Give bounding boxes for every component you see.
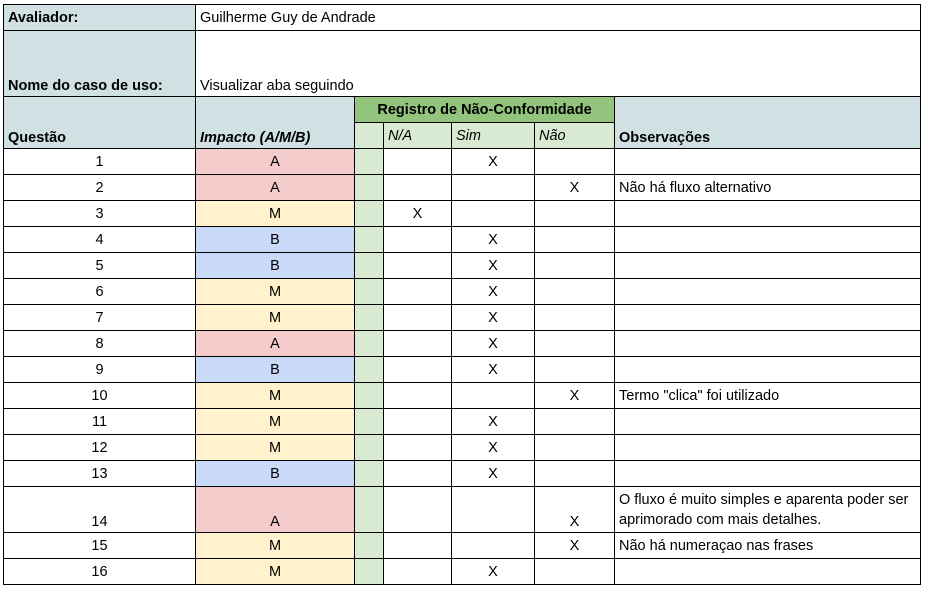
observacoes-cell[interactable]: Termo "clica" foi utilizado [615,383,921,409]
nao-cell[interactable]: X [535,487,615,533]
observacoes-header[interactable]: Observações [615,97,921,149]
na-cell[interactable] [384,533,452,559]
questao-cell[interactable]: 10 [4,383,196,409]
registro-spacer-cell[interactable] [355,149,384,175]
questao-cell[interactable]: 9 [4,357,196,383]
impacto-cell[interactable]: B [196,461,355,487]
impacto-cell[interactable]: M [196,533,355,559]
impacto-cell[interactable]: M [196,409,355,435]
observacoes-cell[interactable]: Não há numeraçao nas frases [615,533,921,559]
registro-spacer-cell[interactable] [355,305,384,331]
na-cell[interactable] [384,559,452,585]
nao-cell[interactable] [535,305,615,331]
registro-spacer-cell[interactable] [355,201,384,227]
sim-cell[interactable]: X [452,357,535,383]
impacto-cell[interactable]: A [196,175,355,201]
nao-cell[interactable] [535,279,615,305]
nao-header[interactable]: Não [535,123,615,149]
table-row [4,305,921,331]
nao-cell[interactable] [535,357,615,383]
questao-header[interactable]: Questão [4,97,196,149]
nao-cell[interactable] [535,201,615,227]
na-cell[interactable] [384,175,452,201]
table-row [4,559,921,585]
na-cell[interactable] [384,383,452,409]
na-cell[interactable] [384,409,452,435]
evaluation-sheet [3,4,921,585]
sim-cell[interactable] [452,533,535,559]
sim-cell[interactable]: X [452,409,535,435]
na-cell[interactable] [384,461,452,487]
questao-cell[interactable]: 8 [4,331,196,357]
na-cell[interactable] [384,305,452,331]
nao-cell[interactable] [535,461,615,487]
observacoes-cell[interactable]: Não há fluxo alternativo [615,175,921,201]
questao-cell[interactable]: 6 [4,279,196,305]
na-cell[interactable] [384,435,452,461]
impacto-cell[interactable]: M [196,559,355,585]
registro-spacer-cell[interactable] [355,253,384,279]
table-row [4,533,921,559]
registro-spacer-cell[interactable] [355,227,384,253]
na-cell[interactable] [384,487,452,533]
sim-cell[interactable]: X [452,227,535,253]
nao-cell[interactable] [535,149,615,175]
avaliador-row [4,5,921,31]
observacoes-cell[interactable] [615,279,921,305]
questao-cell[interactable]: 3 [4,201,196,227]
registro-spacer-cell[interactable] [355,279,384,305]
table-row [4,409,921,435]
impacto-cell[interactable]: A [196,149,355,175]
table-row [4,461,921,487]
questao-cell[interactable]: 14 [4,487,196,533]
table-row [4,487,921,533]
nao-cell[interactable] [535,435,615,461]
impacto-cell[interactable]: A [196,331,355,357]
sim-cell[interactable]: X [452,279,535,305]
na-cell[interactable] [384,357,452,383]
table-row [4,331,921,357]
impacto-cell[interactable]: B [196,253,355,279]
table-row [4,253,921,279]
registro-spacer-cell[interactable] [355,409,384,435]
na-cell[interactable] [384,149,452,175]
observacoes-cell[interactable] [615,305,921,331]
sim-cell[interactable] [452,383,535,409]
table-row [4,149,921,175]
na-cell[interactable]: X [384,201,452,227]
questao-cell[interactable]: 5 [4,253,196,279]
table-row [4,227,921,253]
registro-header[interactable]: Registro de Não-Conformidade [355,97,615,123]
registro-spacer-cell[interactable] [355,559,384,585]
observacoes-cell[interactable] [615,149,921,175]
impacto-cell[interactable]: M [196,383,355,409]
observacoes-cell[interactable] [615,227,921,253]
nao-cell[interactable] [535,559,615,585]
observacoes-cell[interactable] [615,435,921,461]
registro-spacer-cell[interactable] [355,357,384,383]
questao-cell[interactable]: 15 [4,533,196,559]
na-cell[interactable] [384,227,452,253]
observacoes-cell[interactable] [615,461,921,487]
na-cell[interactable] [384,279,452,305]
observacoes-cell[interactable]: O fluxo é muito simples e aparenta poder ser aprimorado com mais detalhes. [615,487,921,533]
table-row [4,201,921,227]
questao-cell[interactable]: 16 [4,559,196,585]
table-row [4,175,921,201]
registro-spacer-cell[interactable] [355,383,384,409]
sim-cell[interactable]: X [452,559,535,585]
impacto-cell[interactable]: M [196,201,355,227]
nao-cell[interactable]: X [535,175,615,201]
questao-cell[interactable]: 4 [4,227,196,253]
sim-cell[interactable]: X [452,435,535,461]
impacto-cell[interactable]: M [196,435,355,461]
nao-cell[interactable] [535,331,615,357]
registro-spacer-cell[interactable] [355,123,384,149]
table-row [4,383,921,409]
observacoes-cell[interactable] [615,253,921,279]
sim-header[interactable]: Sim [452,123,535,149]
sim-cell[interactable]: X [452,461,535,487]
na-header[interactable]: N/A [384,123,452,149]
nao-cell[interactable] [535,227,615,253]
avaliador-label[interactable]: Avaliador: [4,5,196,31]
questao-cell[interactable]: 13 [4,461,196,487]
header-row-top [4,97,921,123]
table-row [4,279,921,305]
table-row [4,435,921,461]
caso-de-uso-row [4,31,921,97]
nao-cell[interactable]: X [535,383,615,409]
questao-cell[interactable]: 1 [4,149,196,175]
sim-cell[interactable] [452,201,535,227]
sim-cell[interactable]: X [452,253,535,279]
registro-spacer-cell[interactable] [355,461,384,487]
na-cell[interactable] [384,331,452,357]
observacoes-cell[interactable] [615,201,921,227]
sim-cell[interactable] [452,487,535,533]
impacto-cell[interactable]: B [196,357,355,383]
sim-cell[interactable]: X [452,305,535,331]
registro-spacer-cell[interactable] [355,331,384,357]
caso-de-uso-value[interactable]: Visualizar aba seguindo [196,31,921,97]
impacto-cell[interactable]: M [196,305,355,331]
impacto-header[interactable]: Impacto (A/M/B) [196,97,355,149]
caso-de-uso-label[interactable]: Nome do caso de uso: [4,31,196,97]
observacoes-cell[interactable] [615,331,921,357]
sim-cell[interactable]: X [452,149,535,175]
questao-cell[interactable]: 7 [4,305,196,331]
observacoes-cell[interactable] [615,559,921,585]
sim-cell[interactable] [452,175,535,201]
registro-spacer-cell[interactable] [355,435,384,461]
questao-cell[interactable]: 12 [4,435,196,461]
table-row [4,357,921,383]
questao-cell[interactable]: 2 [4,175,196,201]
impacto-cell[interactable]: M [196,279,355,305]
questao-cell[interactable]: 11 [4,409,196,435]
nao-cell[interactable]: X [535,533,615,559]
registro-spacer-cell[interactable] [355,175,384,201]
nao-cell[interactable] [535,253,615,279]
impacto-cell[interactable]: A [196,487,355,533]
registro-spacer-cell[interactable] [355,533,384,559]
observacoes-cell[interactable] [615,409,921,435]
observacoes-cell[interactable] [615,357,921,383]
nao-cell[interactable] [535,409,615,435]
sim-cell[interactable]: X [452,331,535,357]
impacto-cell[interactable]: B [196,227,355,253]
avaliador-value[interactable]: Guilherme Guy de Andrade [196,5,921,31]
na-cell[interactable] [384,253,452,279]
registro-spacer-cell[interactable] [355,487,384,533]
